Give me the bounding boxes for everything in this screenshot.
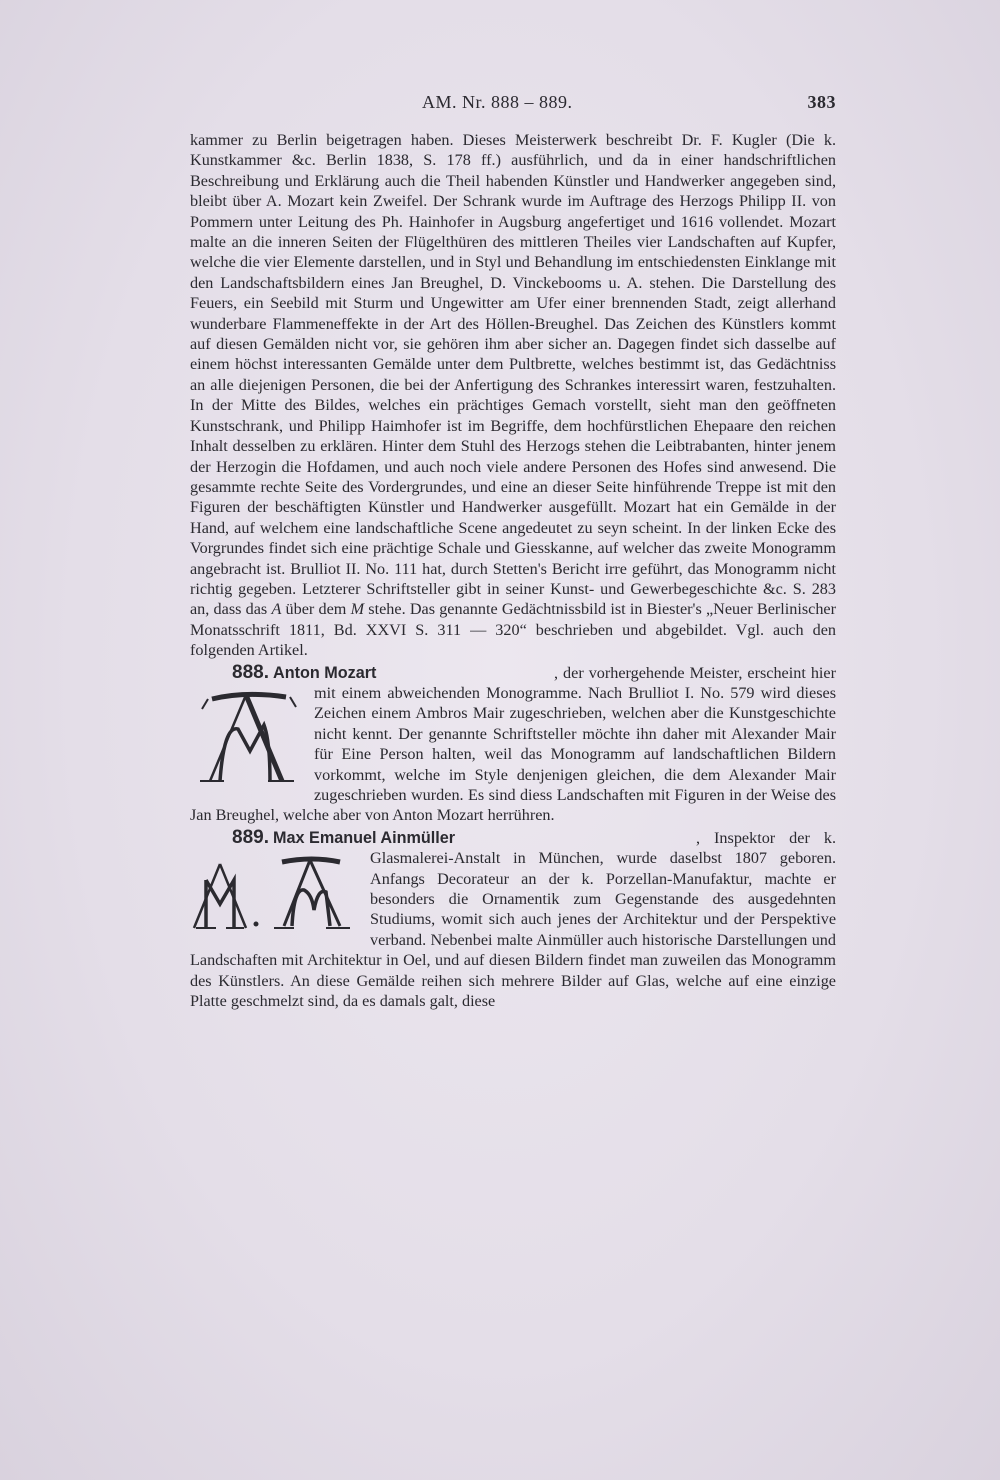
entry-889-body: , Inspektor der k. Glasmalerei-Anstalt in München, wurde daselbst 1807 geboren. Anfangs Decorateur an der k. Porzellan-Manufaktur, machte er besonders die Ornamentik zum Gegenstande des ausgedehnten Studiums, womit sich auch jenes der Architektur und der Perspektive verband. Nebenbei malte Ainmüller auch historische Darstellungen und Landschaften mit Architektur in Oel, und auf diesen Bildern findet man zuweilen das Monogramm des Künstlers. An diese Gemälde reihen sich mehrere Bilder auf Glas, welche auf eine einzige Platte geschmelzt sind, da es damals galt, diese xyxy=(190,828,836,1011)
entry-number: 888. xyxy=(232,661,269,683)
entry-888 xyxy=(190,663,836,826)
letter-m: M xyxy=(350,600,365,619)
page-number: 383 xyxy=(807,92,836,112)
text-column xyxy=(190,130,836,1012)
entry-889 xyxy=(190,828,836,1012)
entry-number: 889. xyxy=(232,826,269,848)
monogram-am-icon xyxy=(190,685,302,789)
intro-paragraph xyxy=(190,130,836,661)
intro-rest: stehe. Das genannte Gedächtnissbild ist in Biester's „Neuer Berlinischer Monatsschrift 1811, Bd. XXVI S. 311 — 320“ beschrieben und abgebildet. Vgl. auch den folgenden Artikel. xyxy=(190,600,837,660)
monogram-ma-icon xyxy=(190,854,358,932)
artist-name: Anton Mozart xyxy=(273,663,377,682)
entry-888-body: , der vorhergehende Meister, erscheint hier mit einem abweichenden Monogramme. Nach Brulliot I. No. 579 wird dieses Zeichen einem Ambros Mair zugeschrieben, welchen aber die Kunstgeschichte nicht kennt. Der genannte Schriftsteller möchte ihn daher mit Alexander Mair für Eine Person halten, weil das Monogramm auf landschaftlichen Bildern vorkommt, welche im Style denjenigen gleichen, die dem Alexander Mair zugeschrieben wurden. Es sind diess Landschaften mit Figuren in der Weise des Jan Breughel, welche aber von Anton Mozart herrühren. xyxy=(190,663,836,825)
intro-mid: über dem xyxy=(281,600,351,619)
running-title: AM. Nr. 888 – 889. xyxy=(422,92,573,112)
artist-name: Max Emanuel Ainmüller xyxy=(273,828,456,847)
running-header xyxy=(190,92,836,118)
intro-text: kammer zu Berlin beigetragen haben. Dieses Meisterwerk beschreibt Dr. F. Kugler (Die k. Kunstkammer &c. Berlin 1838, S. 178 ff.) ausführlich, und da in einer handschriftlichen Beschreibung und Erklärung auch die Theil habenden Künstler und Handwerker angegeben sind, bleibt über A. Mozart kein Zweifel. Der Schrank wurde im Auftrage des Herzogs Philipp II. von Pommern unter Leitung des Ph. Hainhofer in Augsburg angefertiget und 1616 vollendet. Mozart malte an die inneren Seiten der Flügelthüren des mittleren Theiles vier Landschaften auf Kupfer, welche die vier Elemente darstellen, und in Styl und Behandlung im entschiedensten Einklange mit den Landschaftsbildern eines Jan Breughel, D. Vinckebooms u. A. stehen. Die Darstellung des Feuers, ein Seebild mit Sturm und Ungewitter am Ufer einer brennenden Stadt, zeigt allerhand wunderbare Flammeneffekte in der Art des Höllen-Breughel. Das Zeichen des Künstlers kommt auf diesen Gemälden nicht vor, sie gehören ihm aber sicher an. Dagegen findet sich dasselbe auf einem höchst interessanten Gemälde unter dem Pultbrette, welches bestimmt ist, das Gedächtniss an alle diejenigen Personen, die bei der Anfertigung des Schrankes interessirt waren, festzuhalten. In der Mitte des Bildes, welches ein prächtiges Gemach vorstellt, sieht man den geöffneten Kunstschrank, und Philipp Haimhofer ist im Begriffe, dem hochfürstlichen Ehepaare den reichen Inhalt desselben zu erklären. Hinter dem Stuhl des Herzogs stehen die Leibtrabanten, hinter jenem der Herzogin die Hofdamen, und auch noch viele andere Personen des Hofes sind anwesend. Die gesammte rechte Seite des Vordergrundes, und eine an dieser Seite hinführende Treppe ist mit den Figuren der beschäftigten Künstler und Handwerker ausgefüllt. Mozart hat ein Gemälde in der Hand, auf welchem eine landschaftliche Scene angedeutet zu seyn scheint. In der linken Ecke des Vorgrundes findet sich eine prächtige Schale und Giesskanne, auf welcher das zweite Monogramm angebracht ist. Brulliot II. No. 111 hat, durch Stetten's Bericht irre geführt, das Monogramm nicht richtig gegeben. Letzterer Schriftsteller gibt in seiner Kunst- und Gewerbegeschichte &c. S. 283 an, dass das xyxy=(190,131,836,619)
letter-a: A xyxy=(271,600,282,619)
